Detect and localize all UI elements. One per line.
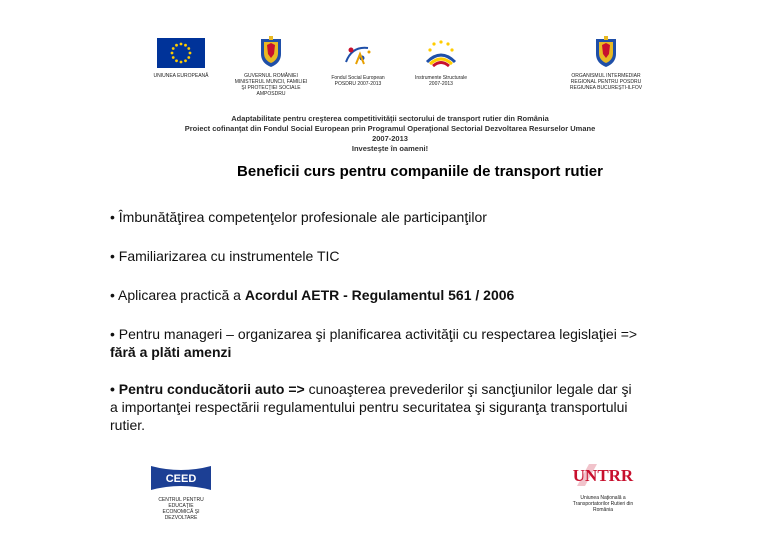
eu-caption: UNIUNEA EUROPEANĂ (153, 73, 209, 79)
ceed-logo-icon (149, 464, 213, 492)
structural-instruments-icon (421, 38, 461, 70)
project-line-3: 2007-2013 (372, 134, 408, 143)
untrr-logo (566, 460, 640, 513)
ceed-caption-2: ECONOMICĂ ŞI DEZVOLTARE (162, 509, 200, 521)
bullet-5 (110, 380, 730, 434)
government-logo (232, 36, 310, 97)
bullet-4-bold: fără a plăti amenzi (110, 344, 232, 360)
bullet-5-line-3: rutier. (110, 417, 146, 433)
untrr-caption-1: Uniunea Naţională a (580, 495, 626, 501)
ceed-caption-1: CENTRUL PENTRU EDUCAŢIE (158, 497, 204, 509)
page-title: Beneficii curs pentru companiile de transport rutier (237, 163, 603, 180)
romania-coat-of-arms-icon (593, 36, 619, 68)
intermediate-body-logo (566, 36, 646, 91)
fse-logo-icon (338, 42, 378, 70)
government-caption-2: MINISTERUL MUNCII, FAMILIEI (234, 79, 308, 85)
untrr-logo-text: UNTRR (572, 466, 634, 485)
project-line-1: Adaptabilitate pentru creşterea competitivităţii sectorului de transport rutier din România (231, 114, 549, 123)
bullet-5-line-1-rest: cunoaşterea prevederilor şi sancţiunilor legale dar şi (304, 381, 632, 397)
eu-logo (150, 38, 212, 79)
oi-caption-3: REGIUNEA BUCUREŞTI-ILFOV (569, 85, 643, 91)
fse-caption-2: POSDRU 2007-2013 (334, 81, 382, 87)
bullet-3 (110, 286, 730, 304)
bullet-3-bold: Acordul AETR - Regulamentul 561 / 2006 (244, 287, 515, 303)
ceed-logo-text: CEED (165, 473, 197, 485)
government-caption-4: AMPOSDRU (256, 91, 286, 97)
eu-flag-icon (157, 38, 205, 68)
romania-coat-of-arms-icon (258, 36, 284, 68)
bullet-4-text: • Pentru manageri – organizarea şi planificarea activităţii cu respectarea legislaţiei => (110, 326, 638, 342)
project-line-4: Investeşte în oameni! (351, 144, 429, 153)
is-caption-2: 2007-2013 (429, 81, 453, 87)
government-caption-1: GUVERNUL ROMÂNIEI (244, 73, 298, 79)
project-description (150, 114, 630, 154)
ceed-logo (146, 464, 216, 521)
fse-logo (326, 42, 390, 87)
bullet-5-bold: • Pentru conducătorii auto => (110, 381, 305, 397)
untrr-caption-3: România (592, 507, 613, 513)
oi-caption-2: REGIONAL PENTRU POSDRU (570, 79, 642, 85)
bullet-5-line-2: a importanţei respectării regulamentului pentru securitatea şi siguranţa transportului (110, 399, 628, 415)
fse-caption-1: Fondul Social European (331, 75, 385, 81)
bullet-3-text: • Aplicarea practică a (110, 287, 245, 303)
is-caption-1: Instrumente Structurale (415, 75, 467, 81)
oi-caption-1: ORGANISMUL INTERMEDIAR (571, 73, 641, 79)
government-caption-3: ŞI PROTECŢIEI SOCIALE (241, 85, 301, 91)
bullet-5-line-1 (110, 380, 730, 398)
bullet-1: • Îmbunătăţirea competenţelor profesionale ale participanţilor (110, 209, 487, 225)
bullet-4 (110, 325, 730, 361)
untrr-caption-2: Transportatorilor Rutieri din (572, 501, 634, 507)
structural-instruments-logo (408, 38, 474, 87)
untrr-logo-icon (571, 460, 635, 490)
project-line-2: Proiect cofinanţat din Fondul Social European prin Programul Operaţional Sectorial Dezvoltarea Resurselor Umane (184, 124, 596, 133)
bullet-2: • Familiarizarea cu instrumentele TIC (110, 248, 340, 264)
